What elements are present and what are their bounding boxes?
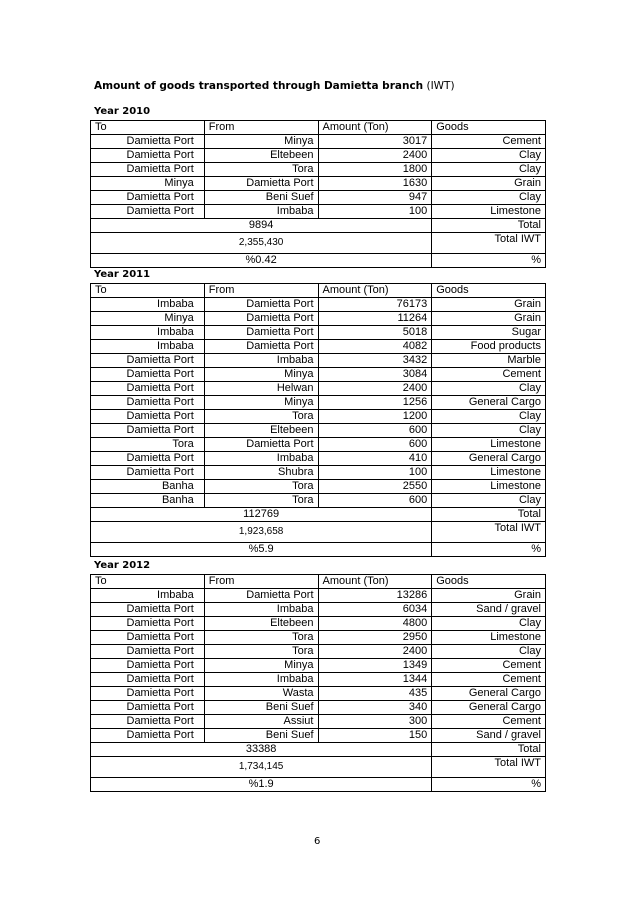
from-cell: Imbaba [204,205,318,219]
goods-cell: Grain [432,177,546,191]
percent-value: %0.42 [91,254,432,268]
amount-cell: 4800 [318,617,432,631]
column-header: From [204,284,318,298]
from-cell: Damietta Port [204,298,318,312]
goods-cell: Cement [432,659,546,673]
from-cell: Damietta Port [204,438,318,452]
from-cell: Imbaba [204,673,318,687]
table-row [91,438,546,452]
percent-value: %5.9 [91,543,432,557]
goods-cell: Clay [432,410,546,424]
from-cell: Imbaba [204,452,318,466]
table-row [91,382,546,396]
goods-cell: Sugar [432,326,546,340]
from-cell: Minya [204,659,318,673]
from-cell: Damietta Port [204,326,318,340]
amount-cell: 600 [318,438,432,452]
goods-table [90,120,546,268]
total-value: 112769 [91,508,432,522]
goods-cell: General Cargo [432,396,546,410]
goods-cell: Clay [432,424,546,438]
from-cell: Shubra [204,466,318,480]
amount-cell: 150 [318,729,432,743]
amount-cell: 600 [318,494,432,508]
percent-row [91,254,546,268]
table-row [91,480,546,494]
amount-cell: 300 [318,715,432,729]
from-cell: Wasta [204,687,318,701]
table-row [91,673,546,687]
table-row [91,396,546,410]
table-row [91,205,546,219]
total-row [91,219,546,233]
column-header: Goods [432,284,546,298]
from-cell: Eltebeen [204,424,318,438]
table-row [91,177,546,191]
goods-table [90,283,546,557]
to-cell: Damietta Port [91,701,205,715]
to-cell: Banha [91,494,205,508]
from-cell: Damietta Port [204,340,318,354]
total-iwt-label: Total IWT [432,522,546,543]
table-row [91,645,546,659]
from-cell: Eltebeen [204,617,318,631]
column-header: To [91,575,205,589]
to-cell: Imbaba [91,340,205,354]
from-cell: Helwan [204,382,318,396]
table-header-row [91,575,546,589]
goods-cell: Clay [432,382,546,396]
to-cell: Damietta Port [91,424,205,438]
table-row [91,466,546,480]
total-label: Total [432,219,546,233]
goods-cell: General Cargo [432,701,546,715]
table-row [91,659,546,673]
amount-cell: 1200 [318,410,432,424]
amount-cell: 600 [318,424,432,438]
from-cell: Assiut [204,715,318,729]
from-cell: Imbaba [204,354,318,368]
from-cell: Tora [204,410,318,424]
to-cell: Damietta Port [91,603,205,617]
amount-cell: 5018 [318,326,432,340]
to-cell: Damietta Port [91,368,205,382]
goods-cell: Clay [432,149,546,163]
table-row [91,298,546,312]
amount-cell: 435 [318,687,432,701]
goods-cell: Clay [432,617,546,631]
heading-title: Amount of goods transported through Damietta branch [94,80,424,92]
table-row [91,312,546,326]
table-row [91,687,546,701]
table-row [91,191,546,205]
amount-cell: 2400 [318,645,432,659]
amount-cell: 3084 [318,368,432,382]
goods-cell: Grain [432,298,546,312]
amount-cell: 100 [318,466,432,480]
to-cell: Banha [91,480,205,494]
total-row [91,743,546,757]
to-cell: Damietta Port [91,466,205,480]
table-row [91,617,546,631]
amount-cell: 2950 [318,631,432,645]
goods-cell: Sand / gravel [432,729,546,743]
to-cell: Damietta Port [91,715,205,729]
amount-cell: 1256 [318,396,432,410]
to-cell: Minya [91,312,205,326]
from-cell: Damietta Port [204,312,318,326]
from-cell: Beni Suef [204,191,318,205]
goods-cell: Clay [432,163,546,177]
from-cell: Beni Suef [204,729,318,743]
from-cell: Tora [204,494,318,508]
from-cell: Imbaba [204,603,318,617]
total-iwt-value: 2,355,430 [91,233,432,254]
goods-cell: Grain [432,312,546,326]
column-header: From [204,575,318,589]
from-cell: Tora [204,480,318,494]
table-row [91,354,546,368]
amount-cell: 1344 [318,673,432,687]
to-cell: Imbaba [91,589,205,603]
to-cell: Damietta Port [91,617,205,631]
total-row [91,508,546,522]
goods-cell: Clay [432,191,546,205]
amount-cell: 947 [318,191,432,205]
table-row [91,729,546,743]
to-cell: Damietta Port [91,191,205,205]
from-cell: Minya [204,396,318,410]
to-cell: Tora [91,438,205,452]
to-cell: Damietta Port [91,673,205,687]
table-row [91,701,546,715]
from-cell: Eltebeen [204,149,318,163]
column-header: To [91,121,205,135]
heading-suffix: (IWT) [423,80,455,92]
table-row [91,149,546,163]
goods-cell: General Cargo [432,452,546,466]
goods-cell: Limestone [432,480,546,494]
year-label: Year 2010 [94,106,151,117]
column-header: Amount (Ton) [318,575,432,589]
goods-cell: Cement [432,368,546,382]
total-value: 33388 [91,743,432,757]
to-cell: Damietta Port [91,135,205,149]
goods-cell: Food products [432,340,546,354]
table-row [91,631,546,645]
to-cell: Damietta Port [91,631,205,645]
table-row [91,135,546,149]
total-iwt-label: Total IWT [432,233,546,254]
from-cell: Damietta Port [204,177,318,191]
percent-value: %1.9 [91,778,432,792]
goods-cell: General Cargo [432,687,546,701]
from-cell: Tora [204,645,318,659]
to-cell: Damietta Port [91,354,205,368]
to-cell: Damietta Port [91,149,205,163]
table-row [91,163,546,177]
to-cell: Damietta Port [91,163,205,177]
amount-cell: 1630 [318,177,432,191]
goods-cell: Limestone [432,466,546,480]
to-cell: Damietta Port [91,382,205,396]
to-cell: Damietta Port [91,410,205,424]
year-label: Year 2011 [94,269,151,280]
total-label: Total [432,508,546,522]
total-iwt-row [91,233,546,254]
document-heading [94,80,455,92]
to-cell: Damietta Port [91,645,205,659]
column-header: From [204,121,318,135]
table-row [91,368,546,382]
goods-cell: Grain [432,589,546,603]
column-header: Amount (Ton) [318,121,432,135]
to-cell: Damietta Port [91,687,205,701]
to-cell: Imbaba [91,298,205,312]
percent-label: % [432,778,546,792]
from-cell: Beni Suef [204,701,318,715]
page-number: 6 [314,836,321,847]
goods-cell: Cement [432,673,546,687]
amount-cell: 13286 [318,589,432,603]
total-iwt-value: 1,734,145 [91,757,432,778]
amount-cell: 6034 [318,603,432,617]
to-cell: Damietta Port [91,729,205,743]
from-cell: Minya [204,368,318,382]
amount-cell: 410 [318,452,432,466]
amount-cell: 1800 [318,163,432,177]
table-row [91,452,546,466]
table-row [91,494,546,508]
amount-cell: 4082 [318,340,432,354]
to-cell: Damietta Port [91,452,205,466]
percent-label: % [432,254,546,268]
amount-cell: 2400 [318,149,432,163]
goods-cell: Cement [432,135,546,149]
amount-cell: 3017 [318,135,432,149]
column-header: To [91,284,205,298]
total-value: 9894 [91,219,432,233]
amount-cell: 1349 [318,659,432,673]
goods-cell: Limestone [432,205,546,219]
to-cell: Damietta Port [91,396,205,410]
table-header-row [91,284,546,298]
column-header: Goods [432,575,546,589]
to-cell: Minya [91,177,205,191]
amount-cell: 3432 [318,354,432,368]
amount-cell: 340 [318,701,432,715]
table-row [91,410,546,424]
amount-cell: 2550 [318,480,432,494]
column-header: Amount (Ton) [318,284,432,298]
goods-cell: Sand / gravel [432,603,546,617]
column-header: Goods [432,121,546,135]
amount-cell: 11264 [318,312,432,326]
table-row [91,424,546,438]
from-cell: Damietta Port [204,589,318,603]
goods-table [90,574,546,792]
goods-cell: Cement [432,715,546,729]
from-cell: Minya [204,135,318,149]
goods-cell: Limestone [432,438,546,452]
table-row [91,603,546,617]
table-header-row [91,121,546,135]
goods-cell: Clay [432,645,546,659]
table-row [91,326,546,340]
percent-row [91,543,546,557]
table-row [91,340,546,354]
total-iwt-value: 1,923,658 [91,522,432,543]
total-iwt-row [91,522,546,543]
percent-row [91,778,546,792]
from-cell: Tora [204,631,318,645]
to-cell: Imbaba [91,326,205,340]
goods-cell: Marble [432,354,546,368]
amount-cell: 100 [318,205,432,219]
to-cell: Damietta Port [91,205,205,219]
total-label: Total [432,743,546,757]
to-cell: Damietta Port [91,659,205,673]
amount-cell: 76173 [318,298,432,312]
table-row [91,715,546,729]
goods-cell: Limestone [432,631,546,645]
amount-cell: 2400 [318,382,432,396]
goods-cell: Clay [432,494,546,508]
percent-label: % [432,543,546,557]
total-iwt-row [91,757,546,778]
total-iwt-label: Total IWT [432,757,546,778]
from-cell: Tora [204,163,318,177]
table-row [91,589,546,603]
year-label: Year 2012 [94,560,151,571]
